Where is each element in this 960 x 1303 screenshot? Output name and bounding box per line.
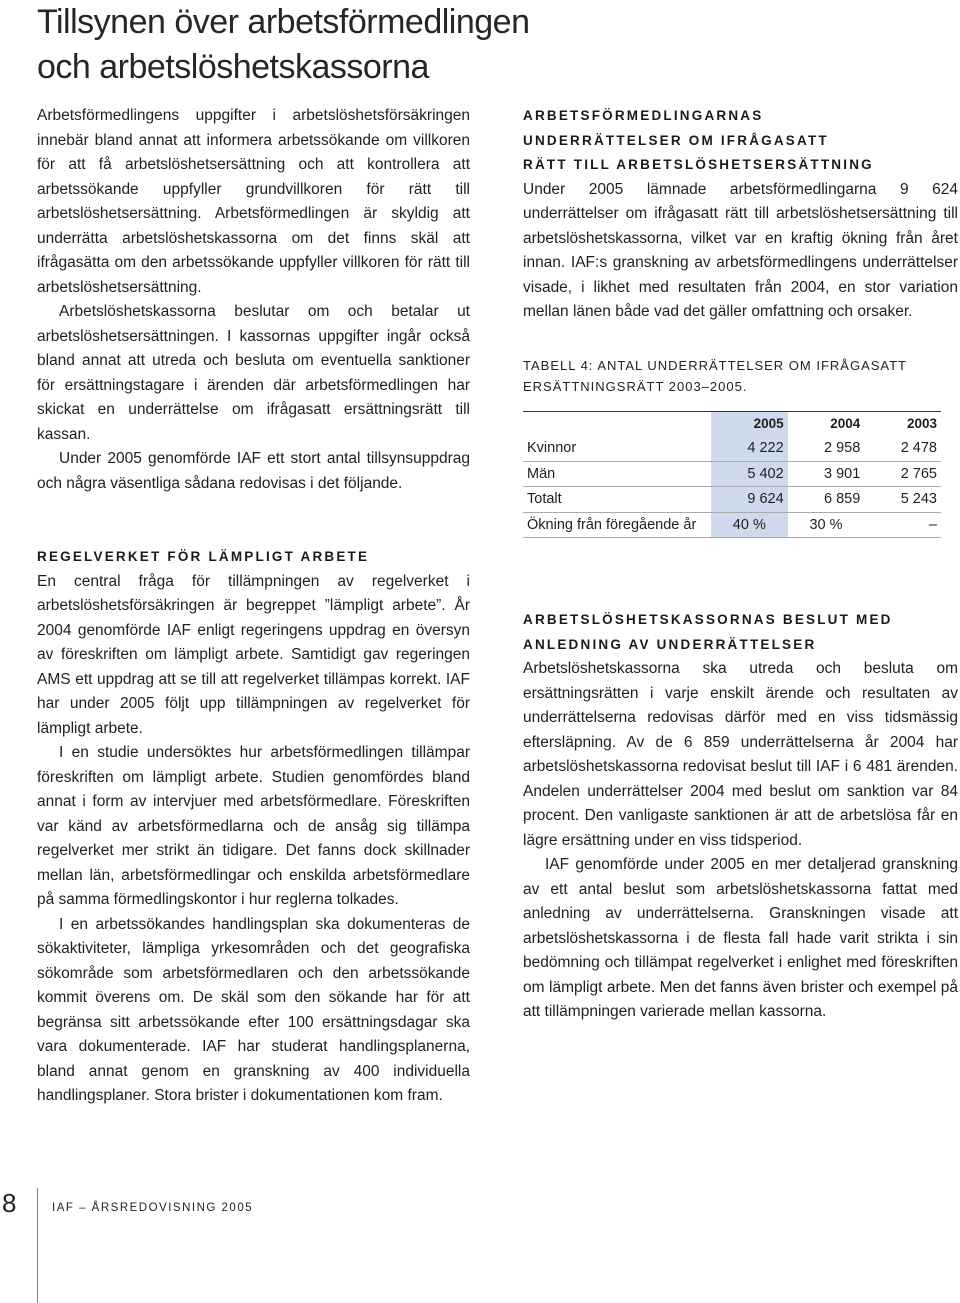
intro-paragraph-1: Arbetsförmedlingens uppgifter i arbetslöshetsförsäkringen innebär bland annat att informera arbetssökande om villkoren för att få arbetslöshetsersättning och att kontrollera att arbetssökande uppfyller grundvillkoren för rätt till arbetslöshetsersättning. Arbetsförmedlingen är skyldig att underrätta arbetslöshetskassorna om det finns skäl att ifrågasätta om den arbetssökande uppfyller villkoren för rätt till arbetslöshetsersättning. <box>37 107 470 296</box>
cell-2005: 4 222 <box>711 436 788 461</box>
intro-paragraph-3: Under 2005 genomförde IAF ett stort antal tillsynsuppdrag och några väsentliga sådana redovisas i det följande. <box>37 450 470 492</box>
table-row <box>523 487 941 513</box>
table-row <box>523 512 941 538</box>
row-label: Ökning från föregående år <box>523 512 711 538</box>
regelverket-paragraph-2: I en studie undersöktes hur arbetsförmedlingen tillämpar föreskriften om lämpligt arbete. Studien genomfördes bland annat i form av intervjuer med arbetsförmedlare. Föreskriften var känd av arbetsförmedlarna och de ansåg sig tillämpa regelverket mer strikt än tidigare. Det fanns dock skillnader mellan län, arbetsförmedlingar och enskilda arbetsförmedlare på samma förmedlingskontor i hur reglerna tolkades. <box>37 744 470 908</box>
beslut-paragraph-1: Arbetslöshetskassorna ska utreda och besluta om ersättningsrätten i varje enskilt ärende och resultaten av underrättelserna redovisas därför med en viss tidsmässig eftersläpning. Av de 6 859 underrättelserna år 2004 har arbetslöshetskassorna redovisat beslut till IAF i 6 481 ärenden. Andelen underrättelser 2004 med beslut om sanktion var 84 procent. Den vanligaste sanktionen är att de arbetslösa får en lägre ersättning under en viss tidsperiod. <box>523 660 958 849</box>
beslut-heading-line2: ANLEDNING AV UNDERRÄTTELSER <box>523 636 817 652</box>
regelverket-section <box>37 545 470 1109</box>
regelverket-paragraph-3: I en arbetssökandes handlingsplan ska dokumenteras de sökaktiviteter, lämpliga yrkesområden och det geografiska sökområde som arbetsförmedlaren och den arbetssökande kommit överens om. De skäl som den sökande har för att begränsa sitt arbetssökande efter 100 ersättningsdagar ska vara dokumenterade. IAF har studerat handlingsplanerna, bland annat genom en granskning av 400 individuella handlingsplaner. Stora brister i dokumentationen kom fram. <box>37 915 470 1104</box>
underrattelser-section <box>523 104 958 538</box>
underrattelser-table <box>523 411 941 539</box>
cell-2004: 2 958 <box>788 436 865 461</box>
table-caption-line2: ERSÄTTNINGSRÄTT 2003–2005. <box>523 378 748 394</box>
table-caption-line1: TABELL 4: ANTAL UNDERRÄTTELSER OM IFRÅGASATT <box>523 357 907 373</box>
cell-2004: 30 % <box>788 512 865 538</box>
table-header-empty <box>523 411 711 436</box>
intro-section <box>37 104 470 496</box>
footer-text: IAF – ÅRSREDOVISNING 2005 <box>52 1202 254 1214</box>
underrattelser-heading-line2: UNDERRÄTTELSER OM IFRÅGASATT <box>523 132 829 148</box>
cell-2005: 9 624 <box>711 487 788 513</box>
beslut-heading <box>523 608 958 657</box>
table-header-2005: 2005 <box>711 411 788 436</box>
row-label: Män <box>523 461 711 487</box>
beslut-heading-line1: ARBETSLÖSHETSKASSORNAS BESLUT MED <box>523 612 893 627</box>
page-number: 8 <box>2 1188 17 1218</box>
footer-divider <box>37 1188 38 1303</box>
table-header-row <box>523 411 941 436</box>
underrattelser-heading <box>523 104 958 178</box>
cell-2004: 3 901 <box>788 461 865 487</box>
cell-2005: 40 % <box>711 512 788 538</box>
beslut-paragraph-2: IAF genomförde under 2005 en mer detaljerad granskning av ett antal beslut som arbetslöshetskassorna fattat med anledning av underrättelserna. Granskningen visade att arbetslöshetskassorna i de flesta fall hade varit strikta i sin bedömning och tillämpat regelverket i enlighet med föreskriften om lämpligt arbete. Men det fanns även brister och exempel på att tillämpningen varierade mellan kassorna. <box>523 856 958 1020</box>
table-caption <box>523 355 958 397</box>
regelverket-paragraph-1: En central fråga för tillämpningen av regelverket i arbetslöshetsförsäkringen är begreppet ”lämpligt arbete”. År 2004 genomförde IAF enligt regeringens uppdrag en översyn av föreskriften om lämpligt arbete. Samtidigt gav regeringen AMS ett uppdrag att se till att regelverket tillämpas korrekt. IAF har under 2005 följt upp tillämpningen av regelverket för lämpligt arbete. <box>37 572 470 737</box>
row-label: Totalt <box>523 487 711 513</box>
table-row <box>523 436 941 461</box>
underrattelser-paragraph-1: Under 2005 lämnade arbetsförmedlingarna 9 624 underrättelser om ifrågasatt rätt till arbetslöshetsersättning till arbetslöshetskassorna, vilket var en kraftig ökning från året innan. IAF:s granskning av arbetsförmedlingens underrättelser visade, i likhet med resultaten från 2004, en stor variation mellan länen både vad det gäller omfattning och orsaker. <box>523 180 958 320</box>
row-label: Kvinnor <box>523 436 711 461</box>
table-row <box>523 461 941 487</box>
table-header-2003: 2003 <box>906 415 937 431</box>
cell-2003: 5 243 <box>864 487 941 513</box>
cell-2003: 2 478 <box>864 436 941 461</box>
page-title-line2: och arbetslöshetskassorna <box>37 48 429 86</box>
underrattelser-heading-line3: RÄTT TILL ARBETSLÖSHETSERSÄTTNING <box>523 157 874 172</box>
beslut-section <box>523 608 958 1025</box>
underrattelser-heading-line1: ARBETSFÖRMEDLINGARNAS <box>523 108 764 123</box>
cell-2003: 2 765 <box>864 461 941 487</box>
intro-paragraph-2: Arbetslöshetskassorna beslutar om och betalar ut arbetslöshetsersättningen. I kassornas uppgifter ingår också bland annat att utreda och besluta om eventuella sanktioner för ersättningstagare i ärenden där arbetsförmedlingen har skickat en underrättelse om ifrågasatt ersättningsrätt till kassan. <box>37 303 470 443</box>
cell-2003: – <box>864 512 941 538</box>
cell-2005: 5 402 <box>711 461 788 487</box>
page-title <box>37 0 637 90</box>
regelverket-heading: REGELVERKET FÖR LÄMPLIGT ARBETE <box>37 549 370 564</box>
page-title-line1: Tillsynen över arbetsförmedlingen <box>37 3 530 41</box>
table-header-2004: 2004 <box>830 415 861 431</box>
cell-2004: 6 859 <box>788 487 865 513</box>
